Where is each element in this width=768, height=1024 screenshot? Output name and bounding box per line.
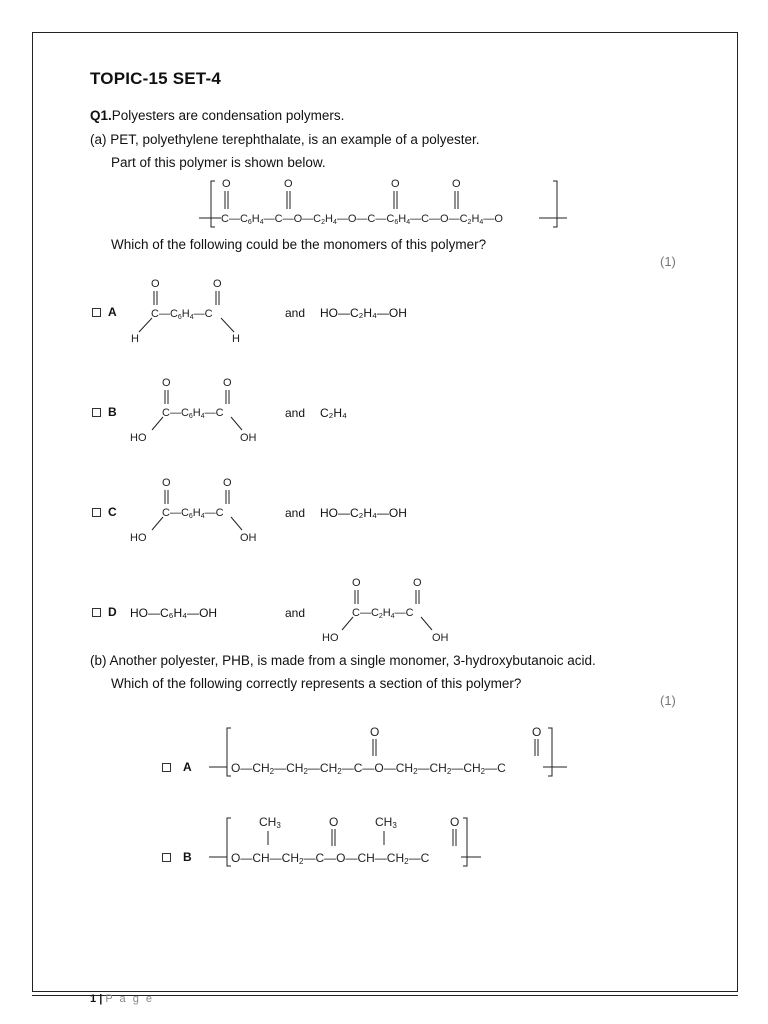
q1-intro: [90, 108, 344, 123]
option-b-and: and: [285, 406, 306, 420]
footer-separator: |: [99, 993, 103, 1005]
q1-label: Q1.: [90, 108, 112, 123]
part-b-line2: Which of the following correctly represents a section of this polymer?: [111, 676, 522, 691]
option-a-letter: A: [108, 305, 117, 319]
svg-text:HO: HO: [130, 432, 147, 444]
svg-text:HO: HO: [322, 632, 339, 644]
svg-text:O: O: [452, 178, 461, 190]
option-a-dialdehyde-structure: [125, 275, 255, 350]
part-a-marks: (1): [660, 254, 676, 269]
svg-text:O: O: [329, 815, 339, 829]
option-d-and: and: [285, 606, 306, 620]
svg-text:O: O: [222, 178, 231, 190]
option-c-and: and: [285, 506, 306, 520]
svg-text:O: O: [162, 477, 171, 489]
option-d-diacid-structure: [318, 574, 458, 649]
option-b-b-letter: B: [183, 850, 192, 864]
svg-text:CH3: CH3: [375, 815, 397, 830]
option-b-other-monomer: C₂H₄: [320, 406, 347, 420]
svg-text:C—C6H4—C: C—C6H4—C: [162, 507, 224, 520]
svg-text:O: O: [532, 725, 542, 739]
svg-text:CH3: CH3: [259, 815, 281, 830]
part-a-question: Which of the following could be the monomers of this polymer?: [111, 237, 487, 252]
option-a-other-monomer: HO—C₂H₄—OH: [320, 306, 407, 320]
option-d-checkbox[interactable]: [92, 608, 101, 617]
page-word: P a g e: [105, 993, 154, 1005]
svg-text:O: O: [213, 278, 222, 290]
option-c-checkbox[interactable]: [92, 508, 101, 517]
part-a-line1: (a) PET, polyethylene terephthalate, is an example of a polyester.: [90, 132, 480, 147]
option-b-letter: B: [108, 405, 117, 419]
svg-text:H: H: [232, 333, 240, 345]
option-b-a-checkbox[interactable]: [162, 763, 171, 772]
svg-text:O: O: [223, 477, 232, 489]
svg-text:C—C6H4—C: C—C6H4—C: [162, 407, 224, 420]
option-b-diacid-structure: [128, 374, 268, 449]
option-c-diacid-structure: [128, 474, 268, 549]
svg-text:H: H: [131, 333, 139, 345]
option-b-a-letter: A: [183, 760, 192, 774]
option-b-checkbox[interactable]: [92, 408, 101, 417]
option-c-letter: C: [108, 505, 117, 519]
svg-text:OH: OH: [240, 432, 257, 444]
part-b-line1: (b) Another polyester, PHB, is made from a single monomer, 3-hydroxybutanoic acid.: [90, 653, 596, 668]
svg-text:O: O: [162, 377, 171, 389]
svg-text:HO: HO: [130, 532, 147, 544]
svg-text:O—CH2—CH2—CH2—C—O—CH2—CH2—CH2—: O—CH2—CH2—CH2—C—O—CH2—CH2—CH2—C: [231, 761, 506, 776]
svg-text:OH: OH: [432, 632, 449, 644]
svg-text:C—C2H4—C: C—C2H4—C: [352, 607, 414, 620]
option-b-a-polymer-structure: [205, 722, 580, 782]
svg-text:O: O: [352, 577, 361, 589]
svg-text:O: O: [450, 815, 460, 829]
part-a-line2: Part of this polymer is shown below.: [111, 155, 326, 170]
svg-text:C—C6H4—C—O—C2H4—O—C—C6H4—C—O—C: C—C6H4—C—O—C2H4—O—C—C6H4—C—O—C2H4—O: [221, 213, 503, 226]
svg-text:O: O: [284, 178, 293, 190]
svg-text:O: O: [151, 278, 160, 290]
option-d-letter: D: [108, 605, 117, 619]
page-footer: [90, 993, 154, 1005]
svg-text:O: O: [391, 178, 400, 190]
option-b-b-checkbox[interactable]: [162, 853, 171, 862]
svg-text:O: O: [413, 577, 422, 589]
svg-text:C—C6H4—C: C—C6H4—C: [151, 308, 213, 321]
q1-intro-text: Polyesters are condensation polymers.: [111, 108, 345, 123]
option-a-and: and: [285, 306, 306, 320]
pet-polymer-structure: [195, 175, 575, 235]
option-b-b-polymer-structure: [205, 812, 495, 872]
page-title: TOPIC-15 SET-4: [90, 69, 221, 88]
option-a-checkbox[interactable]: [92, 308, 101, 317]
part-b-marks: (1): [660, 693, 676, 708]
page-number: 1: [90, 993, 97, 1005]
svg-text:OH: OH: [240, 532, 257, 544]
svg-text:O: O: [223, 377, 232, 389]
option-c-other-monomer: HO—C₂H₄—OH: [320, 506, 407, 520]
option-d-first-monomer: HO—C₆H₄—OH: [130, 606, 218, 620]
svg-text:O—CH—CH2—C—O—CH—CH2—C: O—CH—CH2—C—O—CH—CH2—C: [231, 851, 430, 866]
svg-text:O: O: [370, 725, 380, 739]
